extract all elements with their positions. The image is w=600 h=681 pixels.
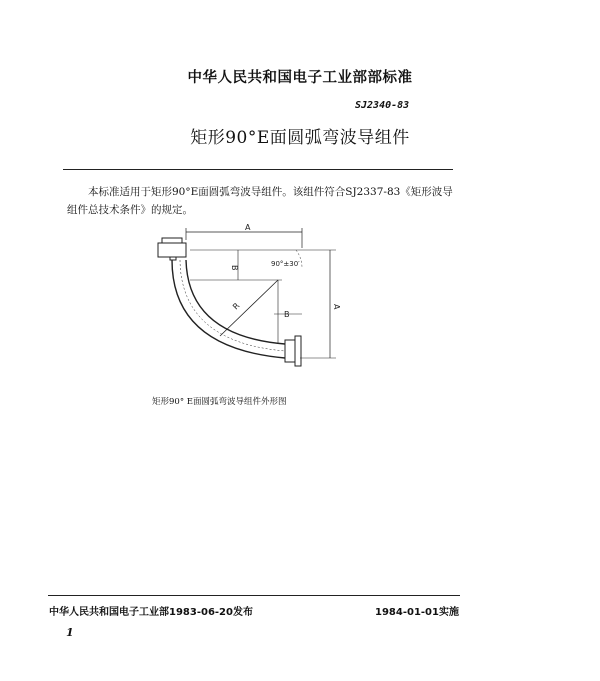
title-divider <box>63 169 453 170</box>
waveguide-bend-drawing <box>150 218 350 388</box>
label-angle: 90°±30′ <box>271 260 300 268</box>
top-flange <box>158 243 186 257</box>
effective-date: 1984-01-01实施 <box>375 607 459 618</box>
label-b-left: B <box>230 265 239 271</box>
scope-paragraph: 本标准适用于矩形90°E面圆弧弯波导组件。该组件符合SJ2337-83《矩形波导组件总技术条件》的规定。 <box>67 186 453 216</box>
label-radius: R <box>231 301 242 312</box>
right-flange-plate <box>295 336 301 366</box>
label-b-right: B <box>284 310 290 319</box>
label-a-right: A <box>332 304 341 310</box>
top-flange-neck <box>170 257 176 260</box>
right-flange <box>285 340 295 362</box>
footer-divider <box>48 595 460 596</box>
issue-date: 中华人民共和国电子工业部1983-06-20发布 <box>49 607 253 618</box>
page-number: 1 <box>66 626 74 639</box>
top-flange-plate <box>162 238 182 243</box>
document-title: 矩形90°E面圆弧弯波导组件 <box>190 128 410 148</box>
figure-caption: 矩形90° E面圆弧弯波导组件外形图 <box>152 397 287 407</box>
label-a-top: A <box>245 223 251 232</box>
standard-number: SJ2340-83 <box>355 100 410 111</box>
issuing-authority: 中华人民共和国电子工业部部标准 <box>187 70 413 86</box>
radius-line <box>220 280 278 336</box>
bend-outer-arc <box>172 260 285 358</box>
